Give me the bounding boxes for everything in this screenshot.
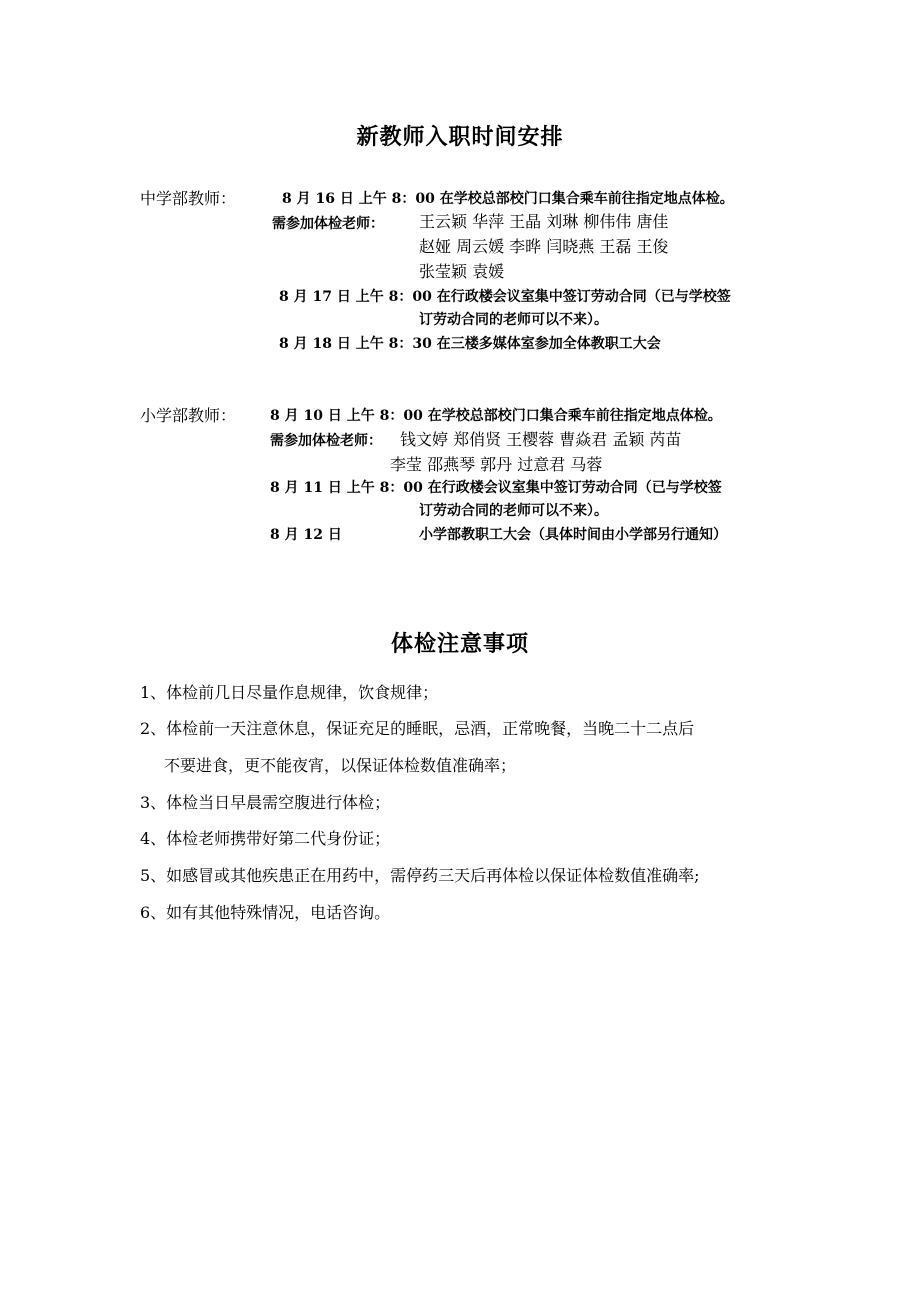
primary-school-names-row-2: 李莹 邵燕琴 郭丹 过意君 马蓉 bbox=[390, 455, 603, 474]
note-item: 5、如感冒或其他疾患正在用药中，需停药三天后再体检以保证体检数值准确率; bbox=[140, 866, 700, 885]
primary-school-meeting-text: 小学部教职工大会（具体时间由小学部另行通知） bbox=[419, 527, 727, 543]
middle-school-names-row-1: 王云颖 华萍 王晶 刘琳 柳伟伟 唐佳 bbox=[419, 212, 669, 231]
note-item-continuation: 不要进食，更不能夜宵，以保证体检数值准确率； bbox=[164, 756, 517, 775]
note-item: 6、如有其他特殊情况，电话咨询。 bbox=[140, 903, 391, 922]
note-item: 2、体检前一天注意休息，保证充足的睡眠，忌酒，正常晚餐，当晚二十二点后 bbox=[140, 719, 695, 738]
middle-school-label: 中学部教师： bbox=[140, 189, 237, 208]
middle-school-contract-line: 8 月 17 日 上午 8：00 在行政楼会议室集中签订劳动合同（已与学校签 bbox=[279, 289, 731, 305]
primary-school-label: 小学部教师： bbox=[140, 406, 237, 425]
middle-school-names-row-2: 赵娅 周云媛 李晔 闫晓燕 王磊 王俊 bbox=[419, 237, 669, 256]
primary-school-meeting-date: 8 月 12 日 bbox=[270, 527, 342, 543]
middle-school-exam-line: 8 月 16 日 上午 8：00 在学校总部校门口集合乘车前往指定地点体检。 bbox=[282, 191, 734, 207]
notes-title: 体检注意事项 bbox=[390, 631, 529, 657]
note-item: 4、体检老师携带好第二代身份证； bbox=[140, 829, 391, 848]
note-item: 3、体检当日早晨需空腹进行体检； bbox=[140, 793, 391, 812]
primary-school-contract-line: 8 月 11 日 上午 8：00 在行政楼会议室集中签订劳动合同（已与学校签 bbox=[270, 480, 722, 496]
primary-school-contract-line-cont: 订劳动合同的老师可以不来）。 bbox=[419, 503, 608, 519]
primary-school-exam-teachers-label: 需参加体检老师： bbox=[270, 433, 382, 449]
primary-school-exam-line: 8 月 10 日 上午 8：00 在学校总部校门口集合乘车前往指定地点体检。 bbox=[270, 408, 722, 424]
middle-school-exam-teachers-label: 需参加体检老师： bbox=[272, 216, 384, 232]
middle-school-names-row-3: 张莹颖 袁媛 bbox=[419, 262, 505, 281]
middle-school-meeting-line: 8 月 18 日 上午 8：30 在三楼多媒体室参加全体教职工大会 bbox=[279, 336, 661, 352]
page-title: 新教师入职时间安排 bbox=[356, 124, 564, 150]
note-item: 1、体检前几日尽量作息规律，饮食规律； bbox=[140, 683, 439, 702]
middle-school-contract-line-cont: 订劳动合同的老师可以不来）。 bbox=[419, 312, 608, 328]
primary-school-names-row-1: 钱文婷 郑俏贤 王樱蓉 曹焱君 孟颖 芮苗 bbox=[400, 430, 682, 449]
